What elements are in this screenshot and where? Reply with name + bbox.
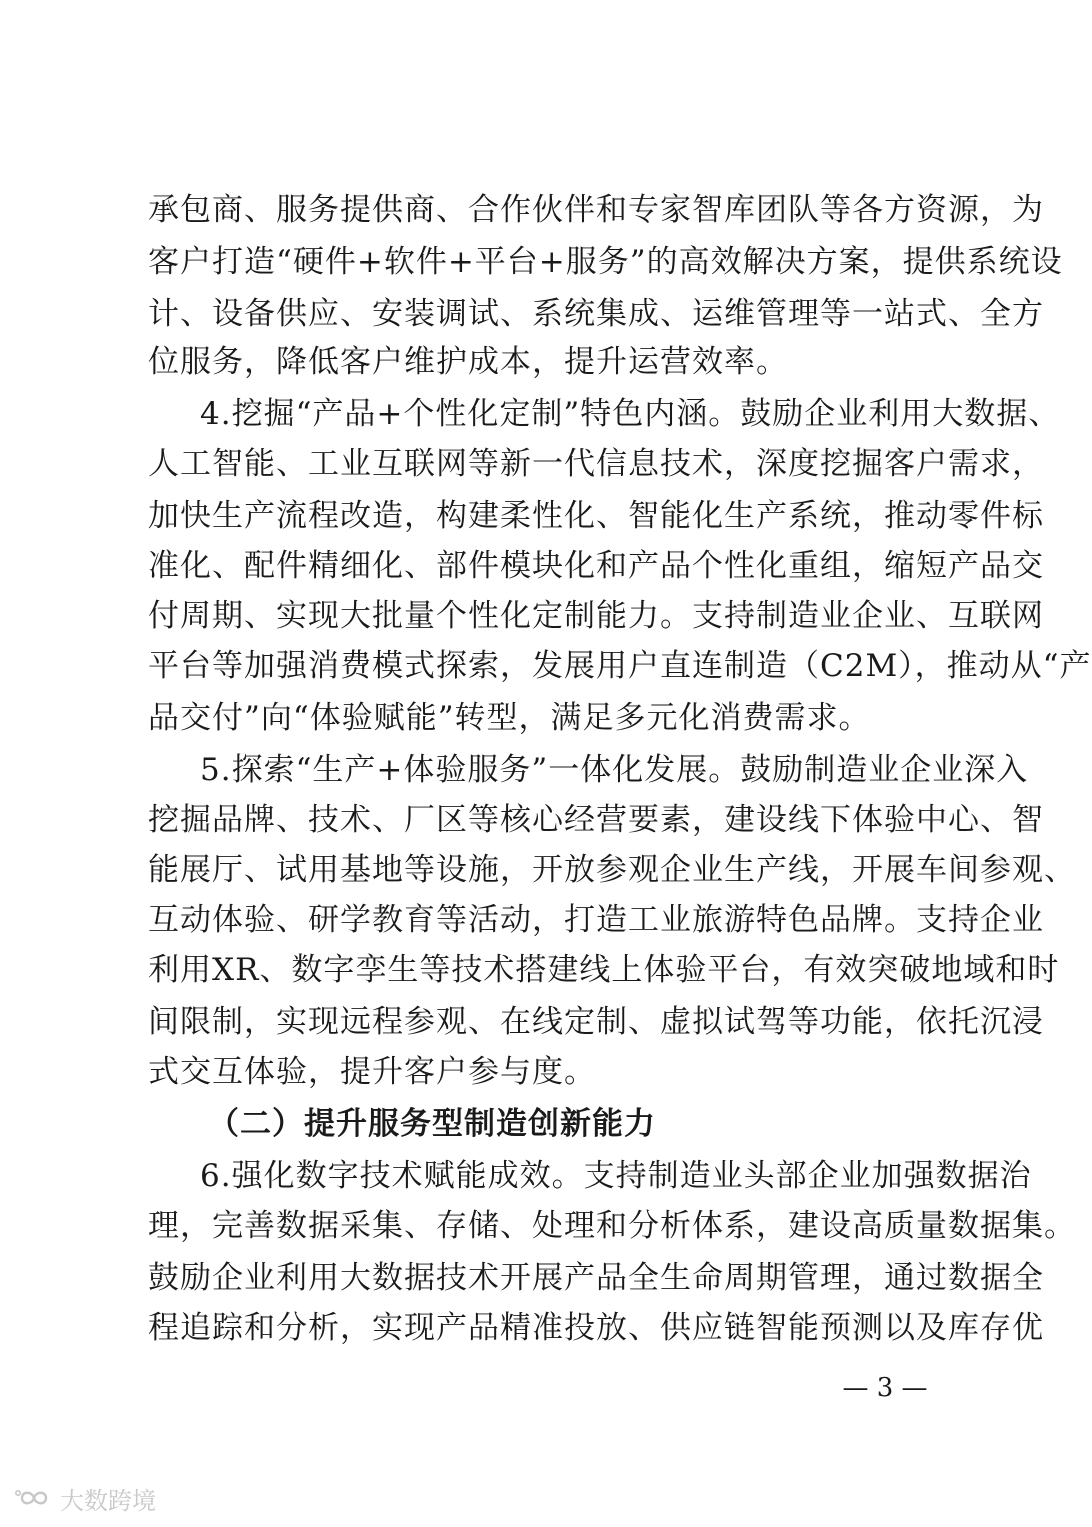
- text-line: 互动体验、研学教育等活动，打造工业旅游特色品牌。支持企业: [148, 902, 1044, 938]
- text-line: 能展厅、试用基地等设施，开放参观企业生产线，开展车间参观、: [148, 852, 1076, 888]
- text-line: 准化、配件精细化、部件模块化和产品个性化重组，缩短产品交: [148, 548, 1044, 584]
- text-line: 式交互体验，提升客户参与度。: [148, 1054, 596, 1090]
- section-item-6: 6.强化数字技术赋能成效。支持制造业头部企业加强数据治: [200, 1158, 1032, 1194]
- text-line: 承包商、服务提供商、合作伙伴和专家智库团队等各方资源，为: [148, 192, 1044, 228]
- page-number: — 3 —: [842, 1373, 928, 1403]
- text-line: 人工智能、工业互联网等新一代信息技术，深度挖掘客户需求，: [148, 446, 1044, 482]
- text-line: 挖掘品牌、技术、厂区等核心经营要素，建设线下体验中心、智: [148, 802, 1044, 838]
- section-item-4: 4.挖掘“产品+个性化定制”特色内涵。鼓励企业利用大数据、: [200, 396, 1061, 432]
- text-line: 程追踪和分析，实现产品精准投放、供应链智能预测以及库存优: [148, 1310, 1044, 1346]
- text-line: 利用XR、数字孪生等技术搭建线上体验平台，有效突破地域和时: [148, 952, 1060, 988]
- text-line: 鼓励企业利用大数据技术开展产品全生命周期管理，通过数据全: [148, 1260, 1044, 1296]
- infinity-logo-icon: [12, 1483, 56, 1513]
- text-line: 付周期、实现大批量个性化定制能力。支持制造业企业、互联网: [148, 598, 1044, 634]
- text-line: 位服务，降低客户维护成本，提升运营效率。: [148, 344, 788, 380]
- text-line: 计、设备供应、安装调试、系统集成、运维管理等一站式、全方: [148, 296, 1044, 332]
- watermark: [12, 1480, 156, 1516]
- text-line: 间限制，实现远程参观、在线定制、虚拟试驾等功能，依托沉浸: [148, 1004, 1044, 1040]
- text-line: 客户打造“硬件+软件+平台+服务”的高效解决方案，提供系统设: [148, 244, 1063, 280]
- text-line: 品交付”向“体验赋能”转型，满足多元化消费需求。: [148, 700, 871, 736]
- section-heading: （二）提升服务型制造创新能力: [208, 1106, 656, 1142]
- section-item-5: 5.探索“生产+体验服务”一体化发展。鼓励制造业企业深入: [200, 752, 1029, 788]
- text-line: 理，完善数据采集、存储、处理和分析体系，建设高质量数据集。: [148, 1208, 1076, 1244]
- watermark-text: 大数跨境: [60, 1486, 156, 1515]
- text-line: 加快生产流程改造，构建柔性化、智能化生产系统，推动零件标: [148, 498, 1044, 534]
- text-line: 平台等加强消费模式探索，发展用户直连制造（C2M），推动从“产: [148, 648, 1092, 684]
